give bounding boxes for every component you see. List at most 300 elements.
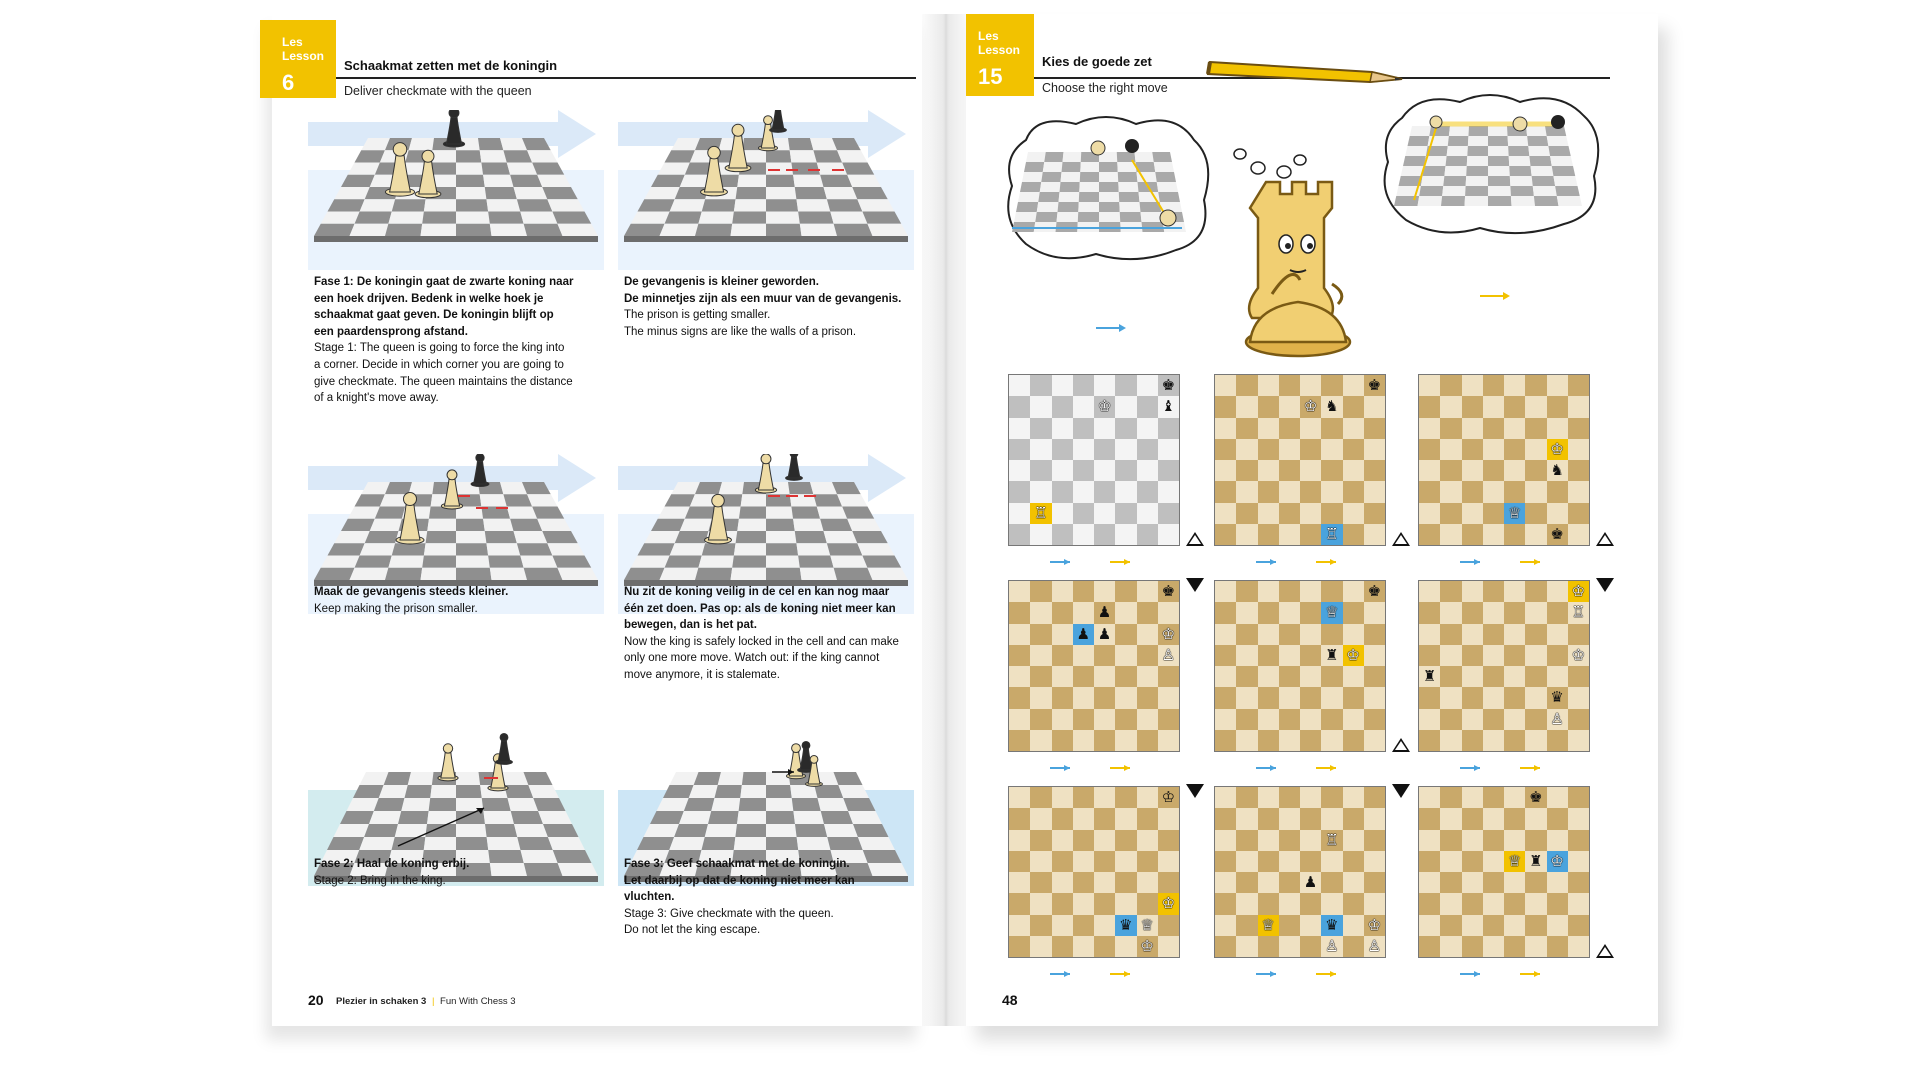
- board-square: [1009, 872, 1030, 893]
- board-square: [1525, 375, 1546, 396]
- board-square: [1115, 808, 1136, 829]
- white-triangle-icon: [1596, 532, 1614, 546]
- panel-text-bold: Let daarbij op dat de koning niet meer kan vluchten.: [624, 874, 855, 904]
- board-square: [1364, 787, 1385, 808]
- board-square: [1030, 936, 1051, 957]
- board-square: [1343, 375, 1364, 396]
- chess-piece-icon: ♖: [1571, 603, 1586, 622]
- chess-diagram: [1418, 786, 1590, 958]
- board-square: [1115, 524, 1136, 545]
- board-square: [1158, 936, 1179, 957]
- board-square: [1343, 893, 1364, 914]
- board-square: [1158, 851, 1179, 872]
- board-square: [1094, 581, 1115, 602]
- black-triangle-icon: [1186, 578, 1204, 592]
- board-square: [1052, 481, 1073, 502]
- board-square: [1279, 481, 1300, 502]
- board-square: [1440, 396, 1461, 417]
- panel-text: [314, 274, 598, 407]
- board-square: [1525, 808, 1546, 829]
- board-square: [1419, 666, 1440, 687]
- board-square: [1258, 396, 1279, 417]
- chess-diagram: [1418, 580, 1590, 752]
- board-square: [1321, 602, 1342, 623]
- board-square: [1115, 730, 1136, 751]
- panel-text-normal: give checkmate. The queen maintains the distance: [314, 375, 573, 388]
- board-square: [1504, 624, 1525, 645]
- board-square: [1462, 396, 1483, 417]
- board-square: [1258, 666, 1279, 687]
- white-triangle-icon: [1392, 738, 1410, 752]
- board-square: [1300, 830, 1321, 851]
- board-square: [1009, 375, 1030, 396]
- panel-text-bold: Nu zit de koning veilig in de cel en kan nog maar: [624, 586, 890, 598]
- chess-piece-icon: ♔: [1161, 788, 1176, 807]
- board-square: [1343, 524, 1364, 545]
- board-square: [1158, 915, 1179, 936]
- chess-piece-icon: ♛: [1550, 688, 1564, 707]
- board-square: [1525, 893, 1546, 914]
- board-square: [1158, 730, 1179, 751]
- lesson-panel: [618, 454, 914, 686]
- board-square: [1030, 808, 1051, 829]
- board-square: [1215, 730, 1236, 751]
- chess-piece-icon: ♚: [1529, 788, 1543, 807]
- board-square: [1158, 481, 1179, 502]
- board-square: [1525, 645, 1546, 666]
- board-square: [1094, 936, 1115, 957]
- board-square: [1364, 418, 1385, 439]
- board-square: [1483, 730, 1504, 751]
- move-arrows: [1458, 966, 1578, 982]
- board-square: [1483, 460, 1504, 481]
- board-square: [1547, 936, 1568, 957]
- board-square: [1094, 524, 1115, 545]
- panel-text-normal: Now the king is safely locked in the cell and can make: [624, 635, 899, 648]
- board-square: [1525, 503, 1546, 524]
- board-square: [1547, 787, 1568, 808]
- board-square: [1321, 524, 1342, 545]
- board-square: [1568, 396, 1589, 417]
- panel-text-bold: Maak de gevangenis steeds kleiner.: [314, 586, 509, 598]
- board-square: [1258, 915, 1279, 936]
- chess-piece-icon: ♚: [1161, 582, 1176, 601]
- board-square: [1052, 687, 1073, 708]
- board-square: [1115, 481, 1136, 502]
- board-square: [1158, 524, 1179, 545]
- board-square: [1279, 787, 1300, 808]
- board-square: [1137, 460, 1158, 481]
- board-square: [1419, 645, 1440, 666]
- lesson-panel: [618, 110, 914, 410]
- lesson-title-en: Deliver checkmate with the queen: [344, 84, 532, 98]
- board-square: [1052, 418, 1073, 439]
- board-square: [1483, 851, 1504, 872]
- board-square: [1525, 439, 1546, 460]
- chess-piece-icon: ♚: [1367, 582, 1382, 601]
- board-square: [1547, 460, 1568, 481]
- board-square: [1364, 808, 1385, 829]
- board-square: [1321, 645, 1342, 666]
- board-square: [1483, 687, 1504, 708]
- board-square: [1258, 808, 1279, 829]
- board-square: [1568, 460, 1589, 481]
- panel-text-normal: Keep making the prison smaller.: [314, 602, 478, 615]
- board-square: [1009, 808, 1030, 829]
- chess-piece-icon: ♚: [1550, 524, 1564, 543]
- board-square: [1364, 915, 1385, 936]
- chess-piece-icon: ♔: [1550, 851, 1564, 870]
- board-square: [1300, 396, 1321, 417]
- board-square: [1343, 581, 1364, 602]
- board-square: [1158, 787, 1179, 808]
- board-square: [1321, 893, 1342, 914]
- board-square: [1279, 830, 1300, 851]
- board-square: [1009, 581, 1030, 602]
- board-square: [1300, 624, 1321, 645]
- board-square: [1462, 915, 1483, 936]
- board-square: [1215, 396, 1236, 417]
- board-square: [1321, 439, 1342, 460]
- board-square: [1052, 645, 1073, 666]
- board-square: [1525, 830, 1546, 851]
- board-square: [1343, 645, 1364, 666]
- panel-text-normal: Stage 1: The queen is going to force the king into: [314, 342, 565, 355]
- board-square: [1568, 602, 1589, 623]
- chess-piece-icon: ♔: [1571, 645, 1586, 664]
- board-square: [1236, 936, 1257, 957]
- left-page: [272, 14, 922, 1026]
- board-square: [1364, 645, 1385, 666]
- board-square: [1547, 730, 1568, 751]
- board-square: [1364, 851, 1385, 872]
- chess-piece-icon: ♕: [1507, 503, 1522, 522]
- board-square: [1462, 439, 1483, 460]
- white-triangle-icon: [1186, 532, 1204, 546]
- board-square: [1462, 851, 1483, 872]
- lesson-title-en: Choose the right move: [1042, 81, 1168, 95]
- board-square: [1440, 460, 1461, 481]
- board-square: [1343, 460, 1364, 481]
- board-square: [1504, 851, 1525, 872]
- board-square: [1094, 624, 1115, 645]
- board-square: [1137, 709, 1158, 730]
- board-square: [1158, 581, 1179, 602]
- board-square: [1547, 581, 1568, 602]
- board-square: [1094, 439, 1115, 460]
- board-square: [1504, 439, 1525, 460]
- board-square: [1030, 851, 1051, 872]
- board-square: [1525, 687, 1546, 708]
- board-square: [1343, 481, 1364, 502]
- board-square: [1483, 830, 1504, 851]
- board-square: [1525, 581, 1546, 602]
- panel-text-normal: The minus signs are like the walls of a prison.: [624, 325, 857, 338]
- chess-piece-icon: ♜: [1325, 645, 1339, 664]
- board-square: [1504, 730, 1525, 751]
- move-arrows: [1048, 554, 1168, 570]
- board-square: [1215, 460, 1236, 481]
- board-square: [1137, 808, 1158, 829]
- board-square: [1158, 709, 1179, 730]
- board-square: [1504, 872, 1525, 893]
- board-square: [1073, 787, 1094, 808]
- board-square: [1030, 503, 1051, 524]
- board-square: [1568, 709, 1589, 730]
- board-square: [1547, 602, 1568, 623]
- board-square: [1568, 645, 1589, 666]
- chess-diagram: [1214, 580, 1386, 752]
- board-square: [1073, 375, 1094, 396]
- panel-text-normal: only one more move. Watch out: if the king cannot: [624, 652, 880, 665]
- board-square: [1137, 581, 1158, 602]
- board-square: [1236, 851, 1257, 872]
- move-arrows: [1254, 554, 1374, 570]
- board-square: [1279, 602, 1300, 623]
- board-square: [1504, 936, 1525, 957]
- board-square: [1321, 872, 1342, 893]
- lesson-title-nl: Schaakmat zetten met de koningin: [344, 58, 558, 73]
- board-square: [1504, 666, 1525, 687]
- board-square: [1279, 666, 1300, 687]
- panel-text-normal: a corner. Decide in which corner you are going to: [314, 358, 564, 371]
- board-square: [1215, 645, 1236, 666]
- board-square: [1547, 915, 1568, 936]
- board-square: [1364, 460, 1385, 481]
- board-square: [1030, 830, 1051, 851]
- lesson-panel: [308, 726, 604, 958]
- board-square: [1236, 830, 1257, 851]
- board-square: [1115, 709, 1136, 730]
- board-square: [1030, 524, 1051, 545]
- chess-piece-icon: ♖: [1325, 830, 1339, 849]
- board-square: [1258, 581, 1279, 602]
- chess-piece-icon: ♝: [1161, 397, 1176, 416]
- board-square: [1568, 481, 1589, 502]
- board-square: [1115, 687, 1136, 708]
- board-square: [1300, 709, 1321, 730]
- board-square: [1547, 687, 1568, 708]
- panel-text: [624, 274, 908, 340]
- board-square: [1258, 709, 1279, 730]
- page-number: 48: [1002, 992, 1018, 1008]
- board-square: [1009, 460, 1030, 481]
- board-square: [1115, 418, 1136, 439]
- board-square: [1215, 787, 1236, 808]
- chess-piece-icon: ♔: [1550, 439, 1564, 458]
- board-square: [1009, 893, 1030, 914]
- board-square: [1483, 439, 1504, 460]
- board-square: [1343, 624, 1364, 645]
- board-square: [1094, 730, 1115, 751]
- board-square: [1321, 375, 1342, 396]
- board-square: [1483, 893, 1504, 914]
- board-square: [1094, 503, 1115, 524]
- board-square: [1115, 439, 1136, 460]
- move-arrows: [1048, 760, 1168, 776]
- board-square: [1419, 581, 1440, 602]
- lesson-panel: [308, 110, 604, 410]
- move-arrows: [1458, 760, 1578, 776]
- board-square: [1343, 439, 1364, 460]
- board-square: [1279, 936, 1300, 957]
- board-square: [1052, 709, 1073, 730]
- board-square: [1215, 418, 1236, 439]
- lesson-label-nl: Les: [282, 35, 303, 49]
- chess-piece-icon: ♔: [1367, 915, 1382, 934]
- board-square: [1236, 481, 1257, 502]
- board-square: [1300, 481, 1321, 502]
- board-square: [1052, 524, 1073, 545]
- board-square: [1094, 709, 1115, 730]
- board-square: [1440, 787, 1461, 808]
- board-square: [1504, 787, 1525, 808]
- rook-character-icon: [1236, 174, 1376, 364]
- chess-piece-icon: ♕: [1261, 915, 1275, 934]
- board-square: [1009, 481, 1030, 502]
- board-square: [1009, 624, 1030, 645]
- board-square: [1215, 602, 1236, 623]
- board-square: [1073, 481, 1094, 502]
- chess-piece-icon: ♟: [1303, 873, 1318, 892]
- board-square: [1030, 602, 1051, 623]
- board-square: [1115, 624, 1136, 645]
- board-square: [1364, 666, 1385, 687]
- board-square: [1483, 624, 1504, 645]
- board-square: [1364, 396, 1385, 417]
- board-square: [1300, 915, 1321, 936]
- board-square: [1525, 418, 1546, 439]
- board-square: [1009, 709, 1030, 730]
- board-square: [1504, 581, 1525, 602]
- board-square: [1364, 893, 1385, 914]
- footer-book-nl: Plezier in schaken 3: [336, 996, 427, 1007]
- board-square: [1073, 709, 1094, 730]
- board-square: [1009, 666, 1030, 687]
- chess-piece-icon: ♙: [1367, 936, 1382, 955]
- board-square: [1440, 581, 1461, 602]
- page-number: 20: [308, 992, 324, 1008]
- board-square: [1158, 872, 1179, 893]
- board-square: [1483, 602, 1504, 623]
- panel-text-bold: een paardensprong afstand.: [314, 325, 469, 338]
- board-square: [1030, 624, 1051, 645]
- board-square: [1547, 396, 1568, 417]
- board-square: [1279, 503, 1300, 524]
- board-square: [1052, 893, 1073, 914]
- board-square: [1364, 481, 1385, 502]
- board-square: [1009, 730, 1030, 751]
- board-square: [1321, 418, 1342, 439]
- board-square: [1440, 687, 1461, 708]
- board-square: [1030, 730, 1051, 751]
- board-square: [1073, 524, 1094, 545]
- board-square: [1364, 830, 1385, 851]
- board-square: [1236, 709, 1257, 730]
- board-square: [1419, 915, 1440, 936]
- chess-piece-icon: ♛: [1119, 915, 1133, 934]
- panel-text-bold: Fase 1: De koningin gaat de zwarte koning naar: [314, 276, 574, 288]
- board-square: [1462, 808, 1483, 829]
- board-square: [1052, 730, 1073, 751]
- board-square: [1568, 375, 1589, 396]
- board-square: [1419, 602, 1440, 623]
- board-square: [1568, 581, 1589, 602]
- board-square: [1094, 645, 1115, 666]
- board-square: [1279, 872, 1300, 893]
- board-square: [1236, 524, 1257, 545]
- board-square: [1300, 645, 1321, 666]
- board-square: [1115, 915, 1136, 936]
- board-square: [1440, 730, 1461, 751]
- board-square: [1343, 936, 1364, 957]
- board-square: [1215, 624, 1236, 645]
- board-square: [1158, 375, 1179, 396]
- footer-book-en: Fun With Chess 3: [440, 996, 516, 1007]
- board-square: [1009, 524, 1030, 545]
- board-square: [1547, 808, 1568, 829]
- board-square: [1419, 872, 1440, 893]
- board-square: [1258, 645, 1279, 666]
- board-square: [1364, 439, 1385, 460]
- board-square: [1258, 893, 1279, 914]
- board-square: [1419, 481, 1440, 502]
- board-square: [1547, 709, 1568, 730]
- chess-piece-icon: ♔: [1161, 624, 1176, 643]
- board-square: [1343, 709, 1364, 730]
- board-square: [1504, 915, 1525, 936]
- board-square: [1215, 524, 1236, 545]
- chess-piece-icon: ♚: [1161, 376, 1176, 395]
- board-square: [1568, 808, 1589, 829]
- chess-piece-icon: ♞: [1550, 461, 1564, 480]
- board-square: [1343, 787, 1364, 808]
- board-square: [1215, 872, 1236, 893]
- board-square: [1279, 396, 1300, 417]
- board-square: [1525, 396, 1546, 417]
- board-square: [1115, 666, 1136, 687]
- board-square: [1300, 851, 1321, 872]
- lesson-label-en: Lesson: [282, 49, 325, 63]
- board-square: [1321, 624, 1342, 645]
- board-square: [1525, 481, 1546, 502]
- board-square: [1215, 808, 1236, 829]
- board-square: [1462, 524, 1483, 545]
- board-square: [1094, 375, 1115, 396]
- board-square: [1158, 687, 1179, 708]
- board-square: [1483, 581, 1504, 602]
- chess-diagram: [1214, 374, 1386, 546]
- board-square: [1568, 787, 1589, 808]
- board-square: [1115, 396, 1136, 417]
- board-square: [1052, 666, 1073, 687]
- chess-diagram: [1214, 786, 1386, 958]
- board-square: [1483, 503, 1504, 524]
- board-square: [1030, 666, 1051, 687]
- board-square: [1236, 893, 1257, 914]
- chess-piece-icon: ♛: [1325, 915, 1339, 934]
- board-square: [1073, 872, 1094, 893]
- board-square: [1158, 893, 1179, 914]
- board-square: [1321, 915, 1342, 936]
- board-square: [1030, 893, 1051, 914]
- board-square: [1236, 666, 1257, 687]
- thought-bubble-left: [1006, 110, 1216, 266]
- board-square: [1094, 830, 1115, 851]
- board-square: [1115, 893, 1136, 914]
- board-square: [1158, 503, 1179, 524]
- board-square: [1115, 503, 1136, 524]
